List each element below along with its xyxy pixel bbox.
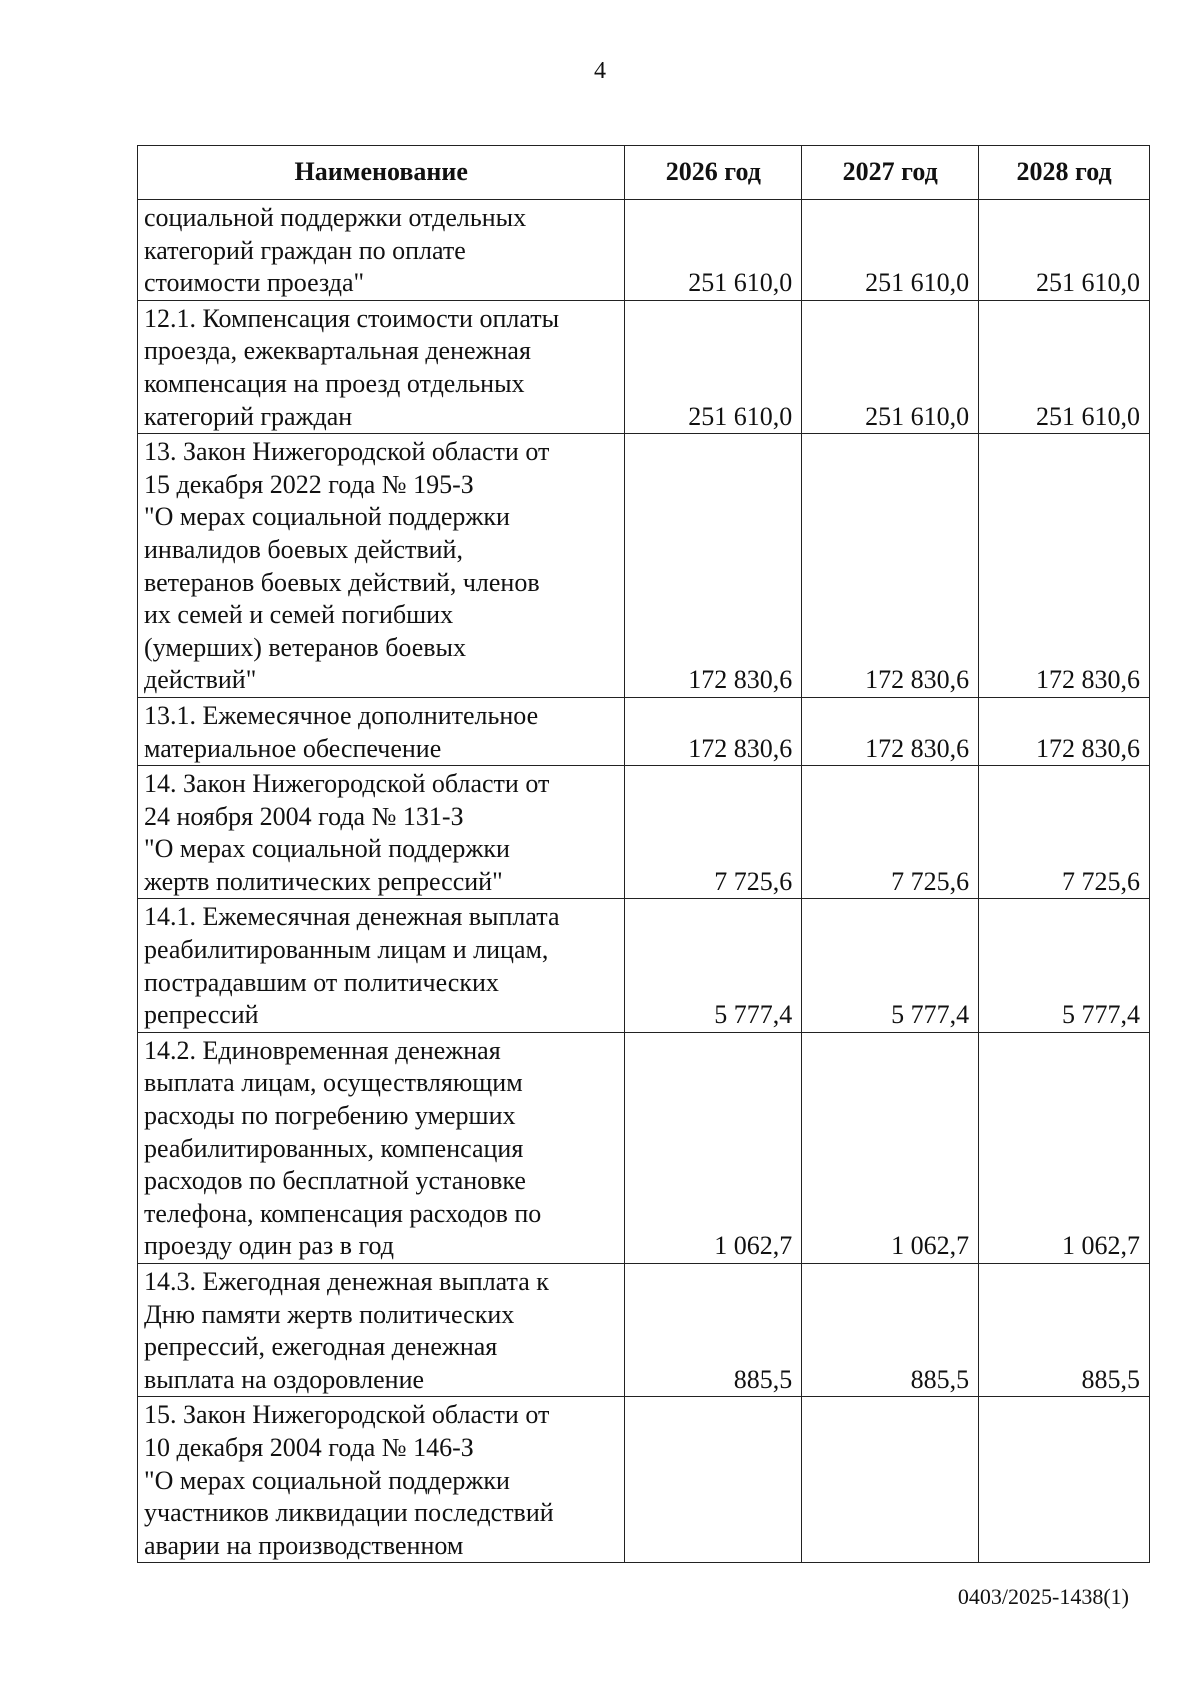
- value-cell-2026: 251 610,0: [625, 300, 802, 433]
- value-cell-2027: 251 610,0: [802, 300, 979, 433]
- value-cell-2028: 172 830,6: [979, 697, 1150, 765]
- table-header-row: [138, 146, 1150, 200]
- value-cell-2028: 251 610,0: [979, 200, 1150, 301]
- row-name-line: расходов по бесплатной установке: [144, 1166, 526, 1196]
- table-row: [138, 200, 1150, 301]
- row-name-line: аварии на производственном: [144, 1530, 464, 1560]
- row-name-cell: [138, 434, 625, 698]
- value-cell-2028: 5 777,4: [979, 899, 1150, 1032]
- row-name-line: "О мерах социальной поддержки: [144, 1465, 510, 1495]
- value-cell-2028: 7 725,6: [979, 766, 1150, 899]
- row-name-line: выплата лицам, осуществляющим: [144, 1068, 523, 1098]
- table-row: [138, 697, 1150, 765]
- table-row: [138, 766, 1150, 899]
- table-row: [138, 1264, 1150, 1397]
- value-cell-2028: 172 830,6: [979, 434, 1150, 698]
- row-name-line: категорий граждан: [144, 401, 353, 431]
- value-cell-2027: [802, 1397, 979, 1563]
- header-2028: 2028 год: [979, 146, 1150, 200]
- header-2027: 2027 год: [802, 146, 979, 200]
- row-name-cell: [138, 1264, 625, 1397]
- header-2026: 2026 год: [625, 146, 802, 200]
- value-cell-2026: 5 777,4: [625, 899, 802, 1032]
- row-name-line: Дню памяти жертв политических: [144, 1299, 515, 1329]
- row-name-line: репрессий: [144, 1000, 259, 1030]
- table-row: [138, 899, 1150, 1032]
- value-cell-2026: 1 062,7: [625, 1032, 802, 1263]
- row-name-line: категорий граждан по оплате: [144, 235, 466, 265]
- value-cell-2026: 172 830,6: [625, 434, 802, 698]
- row-name-line: их семей и семей погибших: [144, 600, 454, 630]
- table-row: [138, 434, 1150, 698]
- value-cell-2027: 7 725,6: [802, 766, 979, 899]
- row-name-line: 14.1. Ежемесячная денежная выплата: [144, 902, 560, 932]
- value-cell-2028: 251 610,0: [979, 300, 1150, 433]
- page-number: 4: [594, 58, 606, 84]
- row-name-cell: [138, 766, 625, 899]
- row-name-line: 14.3. Ежегодная денежная выплата к: [144, 1267, 549, 1296]
- value-cell-2027: 5 777,4: [802, 899, 979, 1032]
- value-cell-2028: 885,5: [979, 1264, 1150, 1397]
- value-cell-2028: [979, 1397, 1150, 1563]
- value-cell-2027: 885,5: [802, 1264, 979, 1397]
- row-name-cell: [138, 697, 625, 765]
- row-name-line: 14. Закон Нижегородской области от: [144, 769, 550, 799]
- row-name-line: 12.1. Компенсация стоимости оплаты: [144, 303, 560, 333]
- value-cell-2026: [625, 1397, 802, 1563]
- row-name-line: реабилитированных, компенсация: [144, 1133, 524, 1163]
- table-row: [138, 1032, 1150, 1263]
- row-name-line: инвалидов боевых действий,: [144, 534, 463, 564]
- row-name-line: "О мерах социальной поддержки: [144, 502, 510, 532]
- row-name-cell: [138, 300, 625, 433]
- value-cell-2027: 172 830,6: [802, 697, 979, 765]
- row-name-line: реабилитированным лицам и лицам,: [144, 935, 549, 965]
- row-name-line: 24 ноября 2004 года № 131-З: [144, 801, 464, 831]
- row-name-line: (умерших) ветеранов боевых: [144, 632, 467, 662]
- row-name-line: 13.1. Ежемесячное дополнительное: [144, 700, 539, 730]
- value-cell-2026: 7 725,6: [625, 766, 802, 899]
- row-name-cell: [138, 200, 625, 301]
- row-name-line: проезду один раз в год: [144, 1231, 395, 1261]
- row-name-line: 10 декабря 2004 года № 146-З: [144, 1432, 474, 1462]
- value-cell-2026: 885,5: [625, 1264, 802, 1397]
- row-name-line: жертв политических репрессий": [144, 866, 503, 896]
- table-row: [138, 300, 1150, 433]
- value-cell-2027: 172 830,6: [802, 434, 979, 698]
- row-name-line: проезда, ежеквартальная денежная: [144, 336, 531, 366]
- value-cell-2027: 1 062,7: [802, 1032, 979, 1263]
- row-name-line: участников ликвидации последствий: [144, 1498, 554, 1528]
- row-name-line: 15 декабря 2022 года № 195-З: [144, 469, 474, 499]
- row-name-line: компенсация на проезд отдельных: [144, 368, 525, 398]
- row-name-line: 15. Закон Нижегородской области от: [144, 1400, 550, 1430]
- budget-table: [137, 145, 1150, 1563]
- row-name-line: стоимости проезда": [144, 268, 365, 298]
- row-name-cell: [138, 1397, 625, 1563]
- row-name-line: 14.2. Единовременная денежная: [144, 1035, 501, 1065]
- row-name-line: ветеранов боевых действий, членов: [144, 567, 540, 597]
- value-cell-2026: 172 830,6: [625, 697, 802, 765]
- row-name-line: "О мерах социальной поддержки: [144, 834, 510, 864]
- row-name-line: расходы по погребению умерших: [144, 1101, 516, 1131]
- row-name-cell: [138, 1032, 625, 1263]
- table-body: [138, 200, 1150, 1563]
- row-name-line: выплата на оздоровление: [144, 1364, 425, 1394]
- document-code: 0403/2025-1438(1): [957, 1584, 1129, 1609]
- row-name-line: телефона, компенсация расходов по: [144, 1198, 542, 1228]
- value-cell-2028: 1 062,7: [979, 1032, 1150, 1263]
- row-name-cell: [138, 899, 625, 1032]
- table-row: [138, 1397, 1150, 1563]
- row-name-line: 13. Закон Нижегородской области от: [144, 437, 550, 467]
- row-name-line: пострадавшим от политических: [144, 967, 499, 997]
- value-cell-2027: 251 610,0: [802, 200, 979, 301]
- row-name-line: репрессий, ежегодная денежная: [144, 1332, 498, 1362]
- row-name-line: действий": [144, 665, 257, 695]
- row-name-line: социальной поддержки отдельных: [144, 203, 527, 232]
- value-cell-2026: 251 610,0: [625, 200, 802, 301]
- header-name: Наименование: [138, 146, 625, 200]
- row-name-line: материальное обеспечение: [144, 733, 442, 763]
